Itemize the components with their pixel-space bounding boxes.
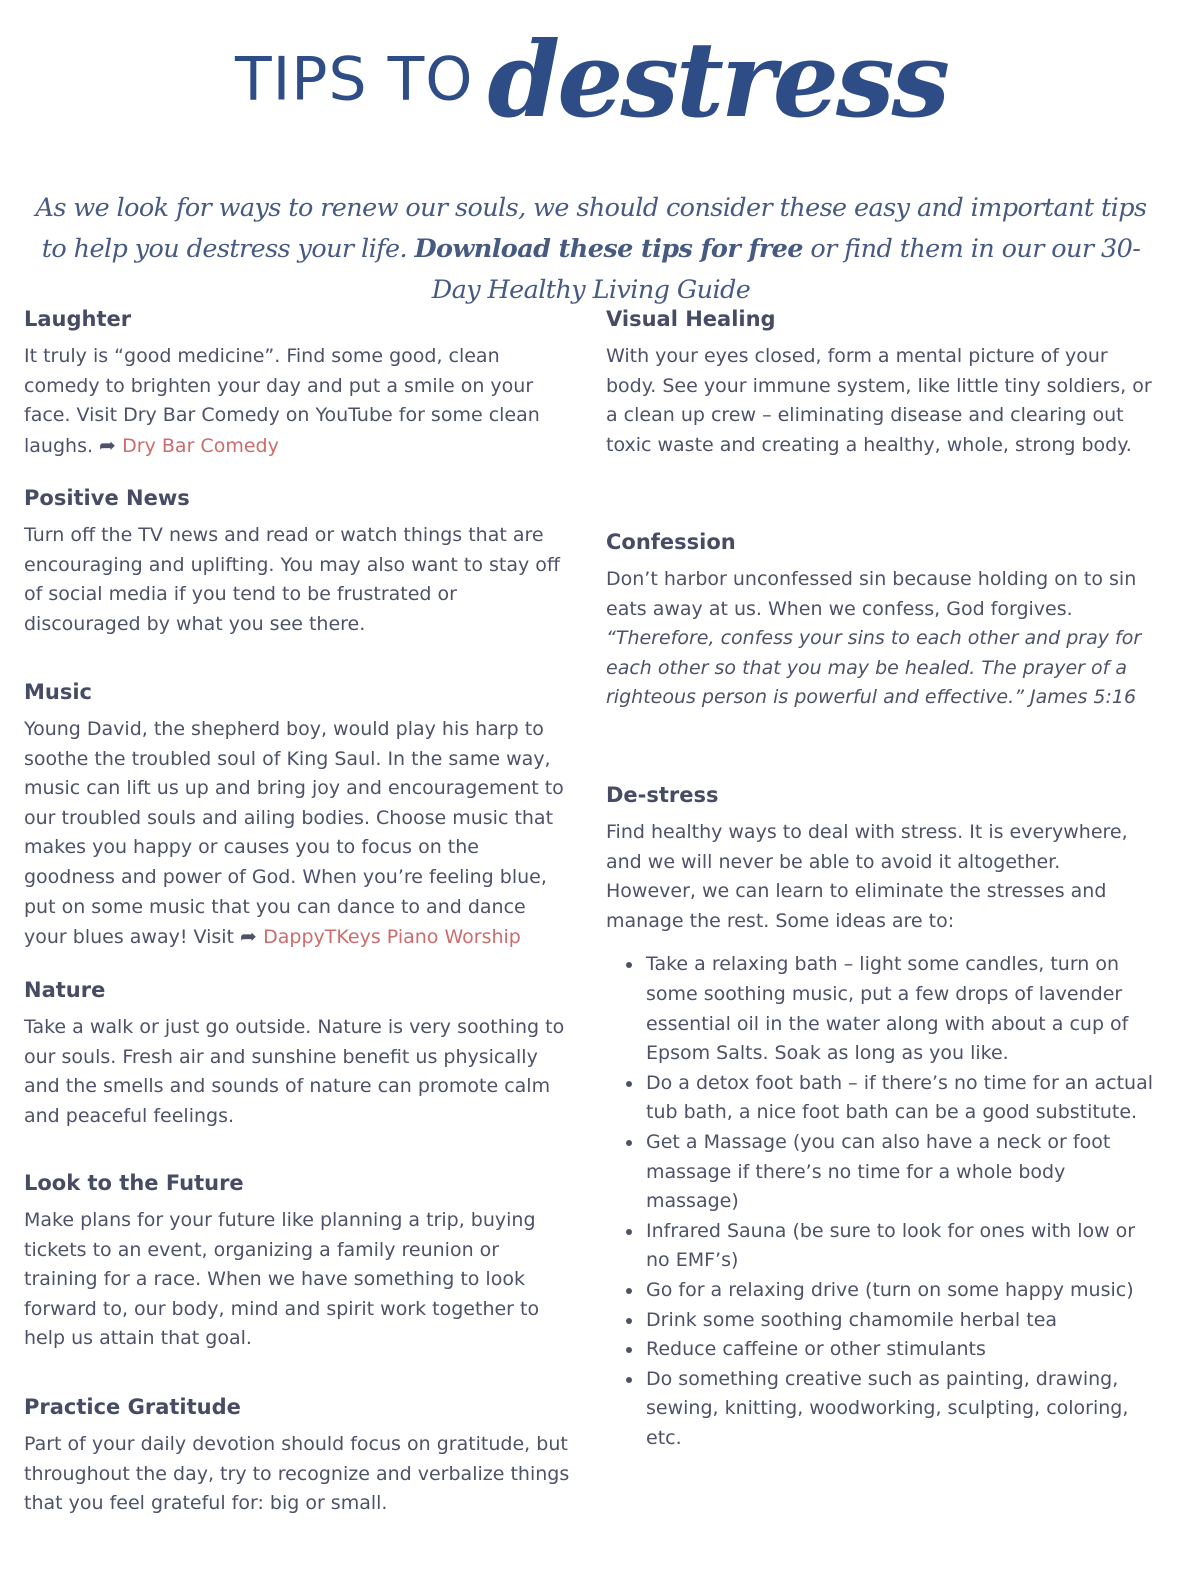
section-nature (24, 971, 572, 1131)
destress-heading: De-stress (606, 783, 719, 807)
section-music (24, 673, 572, 953)
visual-healing-body: With your eyes closed, form a mental picture of your body. See your immune system, like little tiny soldiers, or a clean up crew – eliminating disease and clearing out toxic waste and creating a healthy, whole, strong body. (606, 345, 1152, 456)
intro-text (20, 188, 1162, 311)
section-destress (606, 776, 1154, 1453)
title-script: destress (487, 18, 948, 141)
page-title (0, 18, 1182, 141)
future-body: Make plans for your future like planning a trip, buying tickets to an event, organizing a family reunion or training for a race. When we have something to look forward to, our body, mind and spirit work together to help us attain that goal. (24, 1209, 540, 1350)
confession-text: Don’t harbor unconfessed sin because holding on to sin eats away at us. When we confess, God forgives. (606, 568, 1137, 620)
download-link[interactable]: Download these tips for free (414, 234, 803, 264)
music-text: Young David, the shepherd boy, would play his harp to soothe the troubled soul of King Saul. In the same way, music can lift us up and bring joy and encouragement to our troubled souls and ailing bodies. Choose music that makes you happy or causes you to focus on the goodness and power of God. When you’re feeling blue, put on some music that you can dance to and dance your blues away! Visit (24, 718, 564, 949)
dry-bar-comedy-link[interactable]: Dry Bar Comedy (122, 434, 279, 457)
share-arrow-icon: ➦ (240, 924, 264, 949)
list-item: • Get a Massage (you can also have a neck or foot massage if there’s no time for a whole body massage) (644, 1128, 1154, 1217)
laughter-text: It truly is “good medicine”. Find some good, clean comedy to brighten your day and put a smile on your face. Visit Dry Bar Comedy on YouTube for some clean laughs. (24, 345, 540, 457)
title-plain: TIPS TO (234, 44, 474, 115)
confession-body (606, 565, 1154, 713)
section-positive-news (24, 479, 572, 639)
nature-heading: Nature (24, 978, 106, 1002)
positive-news-heading: Positive News (24, 486, 190, 510)
future-heading: Look to the Future (24, 1171, 244, 1195)
section-confession (606, 523, 1154, 713)
section-future (24, 1164, 572, 1354)
laughter-body (24, 342, 572, 461)
destress-body: Find healthy ways to deal with stress. It is everywhere, and we will never be able to avoid it altogether. However, we can learn to eliminate the stresses and manage the rest. Some ideas are to: (606, 821, 1128, 932)
list-item: • Reduce caffeine or other stimulants (644, 1335, 1154, 1365)
list-item: • Drink some soothing chamomile herbal tea (644, 1306, 1154, 1336)
visual-healing-heading: Visual Healing (606, 307, 776, 331)
music-body (24, 715, 572, 953)
destress-ideas-list (606, 950, 1154, 1453)
scripture-quote: “Therefore, confess your sins to each other and pray for each other so that you may be healed. The prayer of a righteous person is powerful and effective.” James 5:16 (606, 627, 1142, 709)
dappytkeys-link[interactable]: DappyTKeys Piano Worship (263, 926, 521, 949)
list-item: • Do a detox foot bath – if there’s no time for an actual tub bath, a nice foot bath can be a good substitute. (644, 1069, 1154, 1128)
music-heading: Music (24, 680, 92, 704)
list-item: • Go for a relaxing drive (turn on some happy music) (644, 1276, 1154, 1306)
section-gratitude (24, 1388, 572, 1519)
confession-heading: Confession (606, 530, 736, 554)
gratitude-body: Part of your daily devotion should focus on gratitude, but throughout the day, try to recognize and verbalize things that you feel grateful for: big or small. (24, 1433, 570, 1515)
list-item: • Infrared Sauna (be sure to look for ones with low or no EMF’s) (644, 1217, 1154, 1276)
share-arrow-icon: ➦ (99, 432, 123, 457)
intro-end: or find them in our our 30-Day Healthy Living Guide (431, 234, 1141, 305)
section-laughter (24, 300, 572, 461)
intro-start: As we look for ways to renew our souls, we should consider these easy and important tips to help you destress your life. (35, 193, 1147, 264)
positive-news-body: Turn off the TV news and read or watch things that are encouraging and uplifting. You may also want to stay off of social media if you tend to be frustrated or discouraged by what you see there. (24, 524, 561, 635)
list-item: • Take a relaxing bath – light some candles, turn on some soothing music, put a few drops of lavender essential oil in the water along with about a cup of Epsom Salts. Soak as long as you like. (644, 950, 1154, 1068)
gratitude-heading: Practice Gratitude (24, 1395, 241, 1419)
list-item: • Do something creative such as painting, drawing, sewing, knitting, woodworking, sculpting, coloring, etc. (644, 1365, 1154, 1454)
nature-body: Take a walk or just go outside. Nature is very soothing to our souls. Fresh air and sunshine benefit us physically and the smells and sounds of nature can promote calm and peaceful feelings. (24, 1016, 565, 1127)
section-visual-healing (606, 300, 1154, 460)
laughter-heading: Laughter (24, 307, 132, 331)
